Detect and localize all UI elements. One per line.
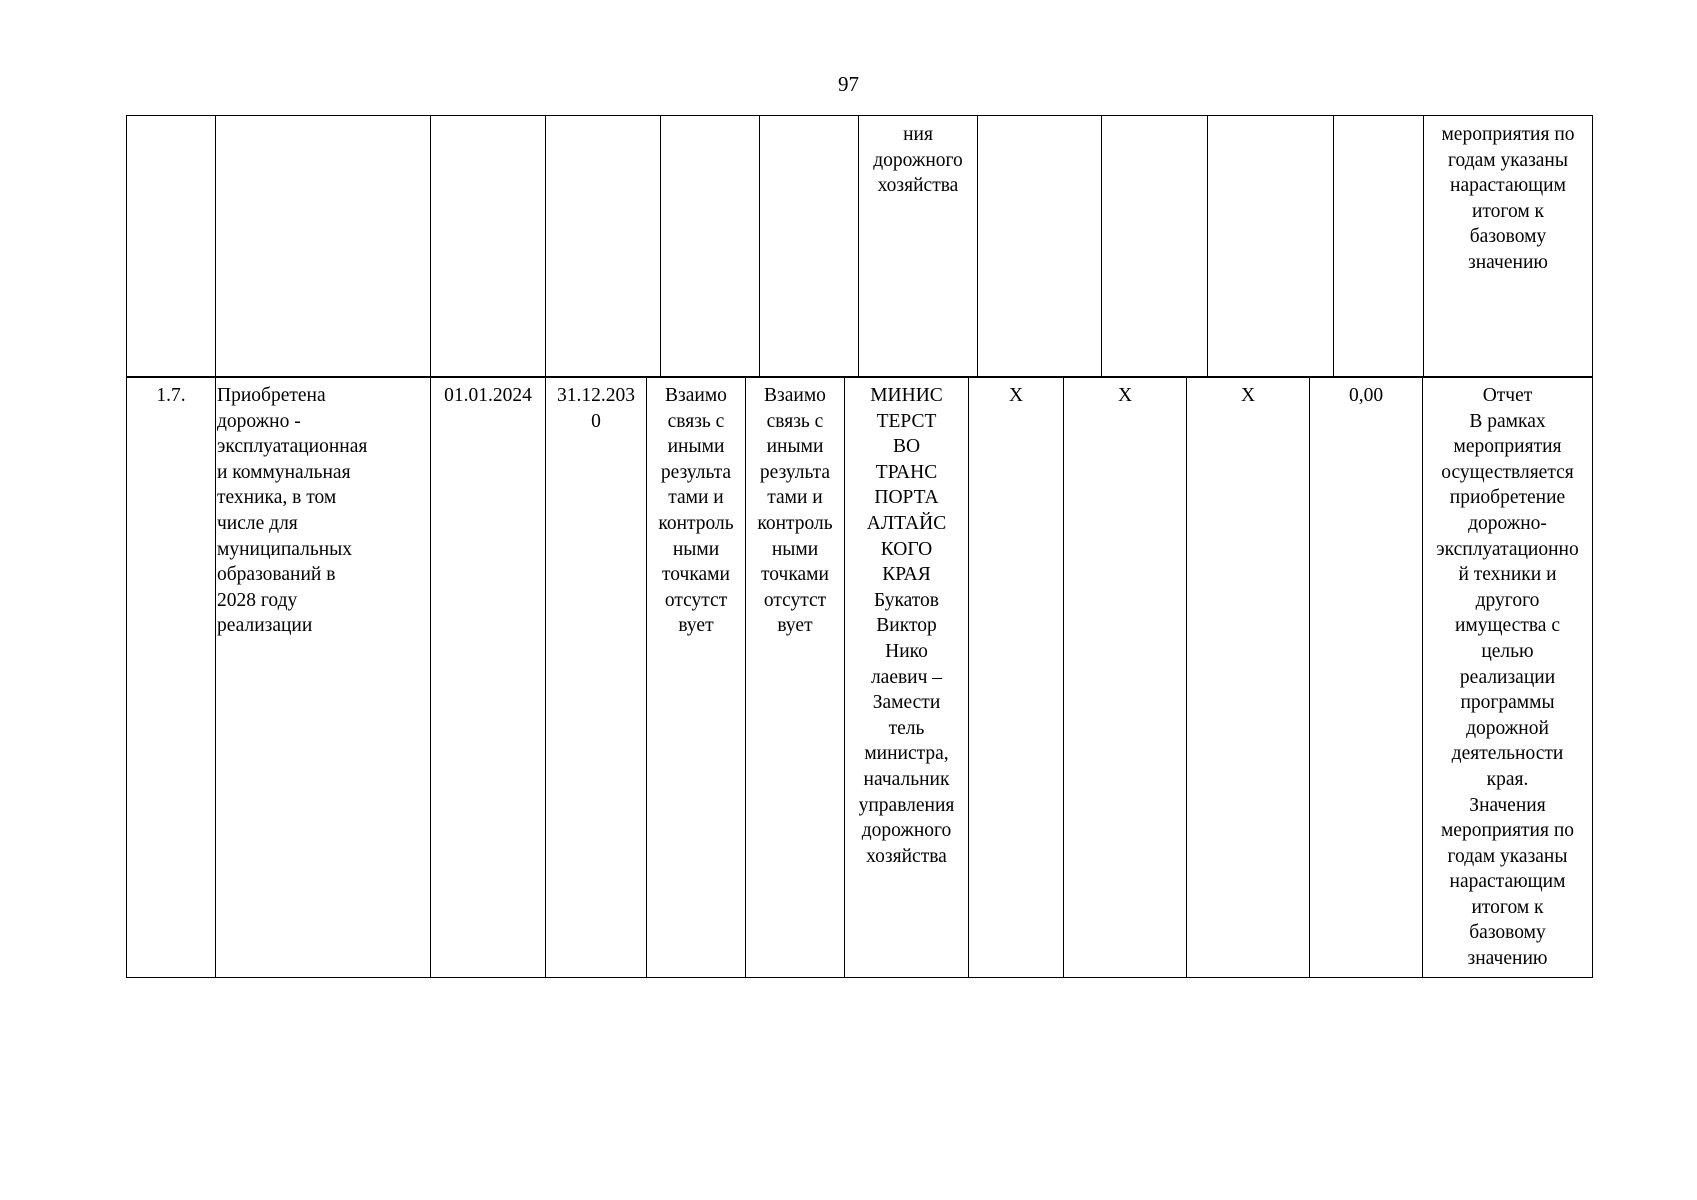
cell-relation-1: Взаимо связь с иными результа тами и контроль ными точками отсутст вует [647,377,746,978]
cell-x-1: X [969,377,1064,978]
cell-amount: 0,00 [1310,377,1423,978]
cell-responsible: ния дорожного хозяйства [859,116,978,378]
cell-responsible: МИНИС ТЕРСТ ВО ТРАНС ПОРТА АЛТАЙС КОГО КРАЯ Букатов Виктор Нико лаевич – Замести тель министра, начальник управления дорожного хозяйства [845,377,969,978]
cell-x-2: X [1064,377,1187,978]
cell-name: Приобретена дорожно - эксплуатационная и коммунальная техника, в том числе для муниципальных образований в 2028 году реализации [216,377,431,978]
cell-empty [661,116,760,378]
cell-empty [216,116,431,378]
page-number: 97 [838,72,859,96]
table-row [127,116,1593,378]
cell-empty [546,116,661,378]
cell-comment: Отчет В рамках мероприятия осуществляется приобретение дорожно- эксплуатационно й техники и другого имущества с целью реализации программы дорожной деятельности края. Значения мероприятия по годам указаны нарастающим итогом к базовому значению [1423,377,1593,978]
cell-empty [1334,116,1424,378]
cell-end-date: 31.12.203 0 [546,377,647,978]
cell-empty [1102,116,1208,378]
cell-empty [1208,116,1334,378]
cell-number: 1.7. [127,377,216,978]
cell-comment: мероприятия по годам указаны нарастающим итогом к базовому значению [1424,116,1593,378]
cell-empty [760,116,859,378]
continuation-table [126,115,1593,378]
cell-empty [127,116,216,378]
cell-empty [978,116,1102,378]
cell-x-3: X [1187,377,1310,978]
table-row [127,377,1593,978]
result-table [126,376,1593,978]
cell-start-date: 01.01.2024 [431,377,546,978]
cell-relation-2: Взаимо связь с иными результа тами и контроль ными точками отсутст вует [746,377,845,978]
cell-empty [431,116,546,378]
